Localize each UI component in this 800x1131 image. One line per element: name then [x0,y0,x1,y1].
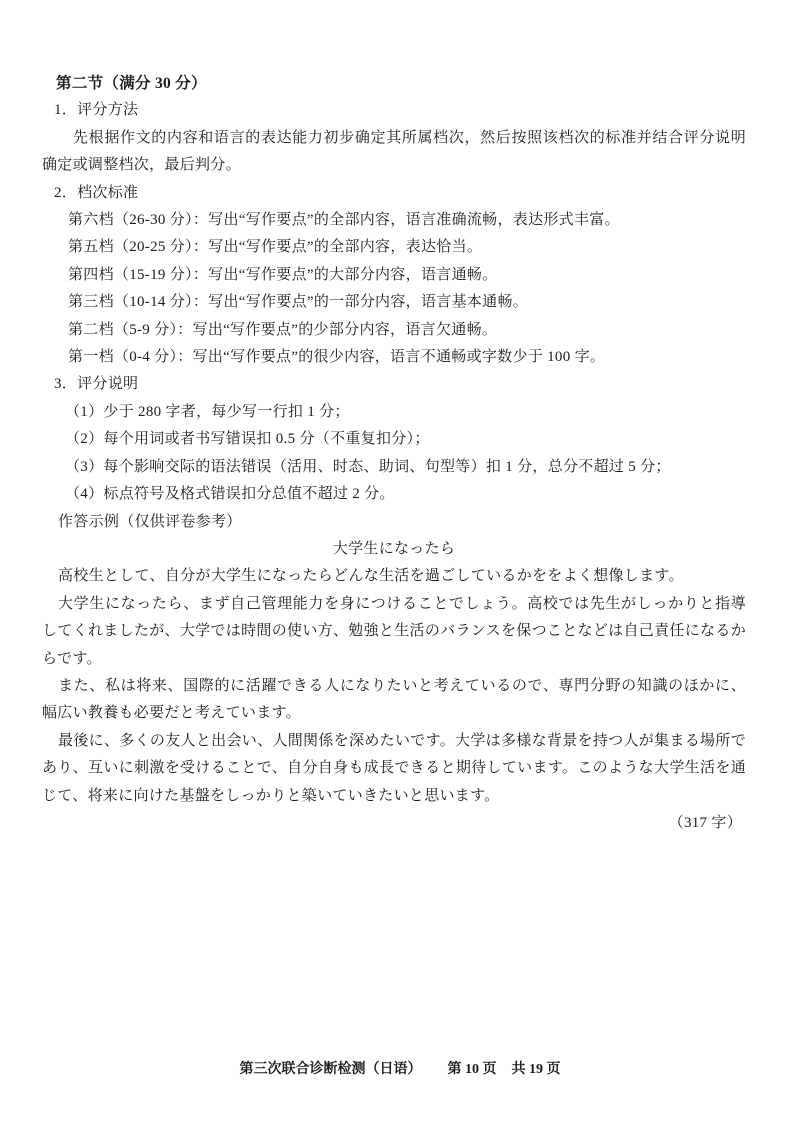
essay-paragraph-3: また、私は将来、国際的に活躍できる人になりたいと考えているので、専門分野の知識のほかに、幅広い教養も必要だと考えています。 [42,677,746,722]
scoring-method-paragraph: 先根据作文的内容和语言的表达能力初步确定其所属档次，然后按照该档次的标准并结合评分说明确定或调整档次，最后判分。 [42,129,746,174]
footer-total-pages: 共 19 页 [511,1062,561,1077]
note-item-1: （1）少于 280 字者，每少写一行扣 1 分； [65,403,350,420]
scoring-notes-heading: 3．评分说明 [54,376,139,393]
level-item-5: 第五档（20-25 分）：写出“写作要点”的全部内容，表达恰当。 [68,239,483,256]
scoring-method-heading: 1．评分方法 [54,102,139,119]
essay-paragraph-4: 最後に、多くの友人と出会い、人間関係を深めたいです。大学は多様な背景を持つ人が集まる場所であり、互いに刺激を受けることで、自分自身も成長できると期待しています。このような大学生活を通じて、将来に向けた基盤をしっかりと築いていきたいと思います。 [42,732,746,804]
section-heading: 第二节（满分 30 分） [56,75,207,92]
sample-answer-label: 作答示例（仅供评卷参考） [58,513,242,530]
essay-paragraph-2: 大学生になったら、まず自己管理能力を身につけることでしょう。高校では先生がしっかりと指導してくれましたが、大学では時間の使い方、勉強と生活のバランスを保つことなどは自己責任になるからです。 [42,595,746,667]
page-footer [0,1058,800,1082]
note-item-3: （3）每个影响交际的语法错误（活用、时态、助词、句型等）扣 1 分，总分不超过 5 分； [65,458,671,475]
level-item-6: 第六档（26-30 分）：写出“写作要点”的全部内容，语言准确流畅，表达形式丰富。 [68,212,620,229]
footer-exam-title: 第三次联合诊断检测（日语） [239,1062,422,1077]
note-item-4: （4）标点符号及格式错误扣分总值不超过 2 分。 [65,486,395,503]
essay-paragraph-1: 高校生として、自分が大学生になったらどんな生活を過ごしているかををよく想像します。 [58,568,684,585]
word-count: （317 字） [668,814,742,831]
level-item-4: 第四档（15-19 分）：写出“写作要点”的大部分内容，语言通畅。 [68,266,498,283]
level-item-3: 第三档（10-14 分）：写出“写作要点”的一部分内容，语言基本通畅。 [68,294,529,311]
note-item-2: （2）每个用词或者书写错误扣 0.5 分（不重复扣分）； [65,431,430,448]
level-item-2: 第二档（5-9 分）：写出“写作要点”的少部分内容，语言欠通畅。 [68,321,498,338]
essay-title: 大学生になったら [332,540,456,557]
footer-page-number: 第 10 页 [447,1062,497,1077]
level-item-1: 第一档（0-4 分）：写出“写作要点”的很少内容，语言不通畅或字数少于 100 字。 [68,349,606,366]
level-standards-heading: 2．档次标准 [54,184,139,201]
document-content [42,70,746,837]
